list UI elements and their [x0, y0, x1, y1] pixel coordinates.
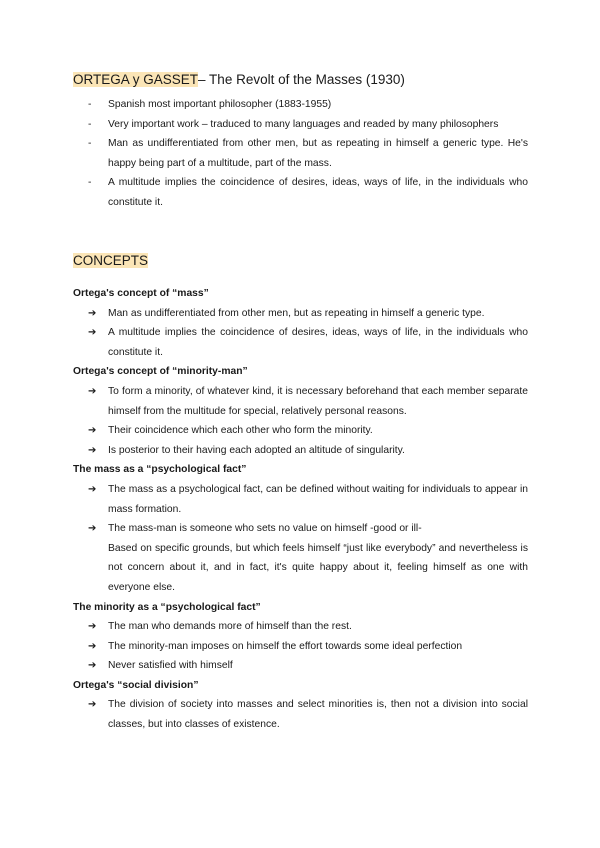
intro-list: [88, 95, 528, 213]
section-heading-minority-psychological: The minority as a “psychological fact”: [73, 601, 261, 613]
arrow-bullet-icon: ➔: [88, 385, 97, 397]
arrow-bullet-icon: ➔: [88, 699, 97, 711]
social-division-list: [73, 695, 528, 734]
list-item: ➔ Their coincidence which each other who form the minority.: [88, 421, 528, 441]
concepts-heading: CONCEPTS: [73, 253, 149, 268]
list-item: - Man as undifferentiated from other men, but as repeating in himself a generic type. He's happy being part of a multitude, part of the mass.: [88, 134, 528, 173]
list-item: ➔ Is posterior to their having each adopted an altitude of singularity.: [88, 441, 528, 461]
dash-bullet: -: [88, 99, 92, 110]
dash-bullet: -: [88, 118, 92, 130]
list-item: ➔ Never satisfied with himself: [88, 656, 528, 676]
minority-psychological-list: [73, 617, 528, 676]
section-heading-social-division: Ortega's “social division”: [73, 679, 199, 691]
continuation-paragraph: Based on specific grounds, but which feels himself “just like everybody” and nevertheless is not concern about it, and in fact, it's quite happy about it, feeling himself as one with everyone else.: [108, 542, 528, 593]
dash-bullet: -: [88, 138, 92, 150]
arrow-bullet-icon: ➔: [88, 425, 97, 437]
list-item: ➔ To form a minority, of whatever kind, it is necessary beforehand that each member separate himself from the multitude for special, relatively personal reasons.: [88, 382, 528, 421]
mass-list: [73, 304, 528, 363]
arrow-bullet-icon: ➔: [88, 621, 97, 633]
arrow-bullet-icon: ➔: [88, 444, 97, 456]
minority-man-list: [73, 382, 528, 460]
title-author: ORTEGA y GASSET: [73, 72, 199, 87]
title-work: – The Revolt of the Masses (1930): [198, 72, 405, 87]
dash-bullet: -: [88, 177, 92, 189]
concepts-body: [73, 284, 528, 735]
mass-psychological-list: [73, 480, 528, 539]
arrow-bullet-icon: ➔: [88, 640, 97, 652]
arrow-bullet-icon: ➔: [88, 307, 97, 319]
arrow-bullet-icon: ➔: [88, 483, 97, 495]
list-item: ➔ The mass-man is someone who sets no value on himself -good or ill-: [88, 519, 528, 539]
list-item: - Spanish most important philosopher (1883-1955): [88, 95, 528, 115]
list-item: ➔ The man who demands more of himself than the rest.: [88, 617, 528, 637]
section-heading-minority-man: Ortega's concept of “minority-man”: [73, 366, 248, 378]
list-item: ➔ A multitude implies the coincidence of desires, ideas, ways of life, in the individuals who constitute it.: [88, 323, 528, 362]
arrow-bullet-icon: ➔: [88, 660, 97, 672]
arrow-bullet-icon: ➔: [88, 327, 97, 339]
page-title: [73, 71, 405, 89]
list-item: - A multitude implies the coincidence of desires, ideas, ways of life, in the individuals who constitute it.: [88, 173, 528, 212]
section-heading-mass: Ortega's concept of “mass”: [73, 288, 209, 299]
arrow-bullet-icon: ➔: [88, 523, 97, 535]
list-item: ➔ Man as undifferentiated from other men, but as repeating in himself a generic type.: [88, 304, 528, 324]
list-item: ➔ The mass as a psychological fact, can be defined without waiting for individuals to appear in mass formation.: [88, 480, 528, 519]
list-item: - Very important work – traduced to many languages and readed by many philosophers: [88, 115, 528, 135]
list-item: ➔ The division of society into masses and select minorities is, then not a division into social classes, but into classes of existence.: [88, 695, 528, 734]
section-heading-mass-psychological: The mass as a “psychological fact”: [73, 464, 247, 476]
list-item: ➔ The minority-man imposes on himself the effort towards some ideal perfection: [88, 637, 528, 657]
